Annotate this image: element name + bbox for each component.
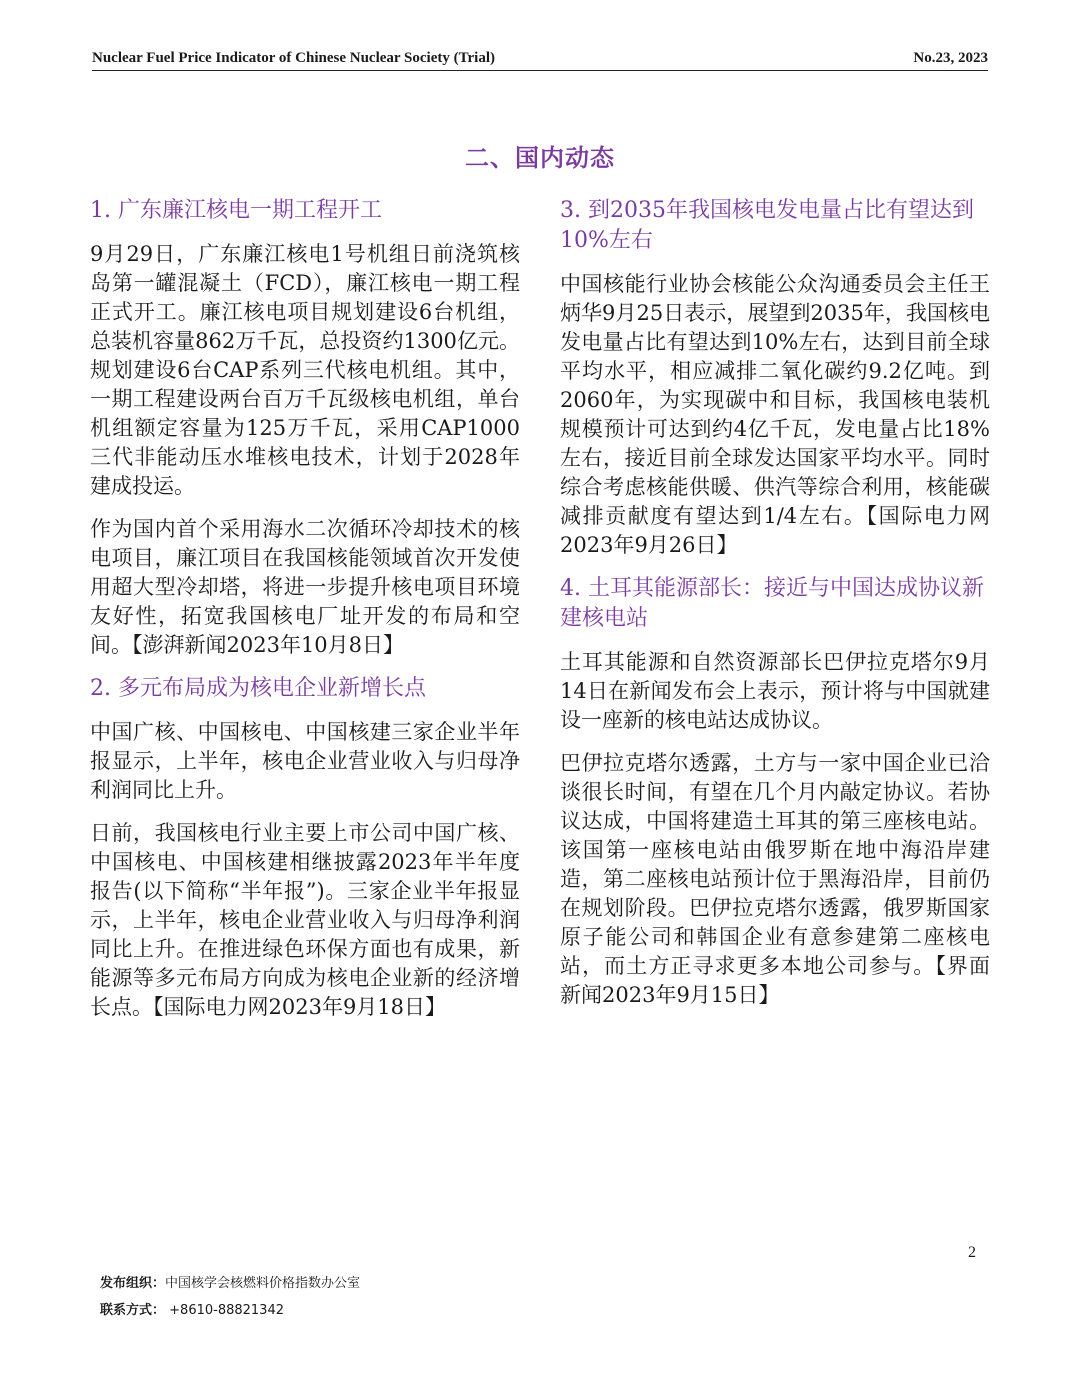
footer-contact: +8610-88821342 xyxy=(169,1303,284,1318)
page-footer xyxy=(100,1270,360,1324)
header-issue: No.23, 2023 xyxy=(913,50,988,66)
article-4-title: 4. 土耳其能源部长：接近与中国达成协议新建核电站 xyxy=(560,576,984,631)
article-1-title: 1. 广东廉江核电一期工程开工 xyxy=(90,198,382,223)
section-title: 二、国内动态 xyxy=(465,143,615,172)
article-1-paragraph-1: 9月29日，广东廉江核电1号机组日前浇筑核岛第一罐混凝土（FCD），廉江核电一期工程正式开工。廉江核电项目规划建设6台机组，总装机容量862万千瓦，总投资约1300亿元。规划建设6台CAP系列三代核电机组。其中，一期工程建设两台百万千瓦级核电机组，单台机组额定容量为125万千瓦，采用CAP1000三代非能动压水堆核电技术，计划于2028年建成投运。 xyxy=(90,242,520,498)
article-2-paragraph-2: 日前，我国核电行业主要上市公司中国广核、中国核电、中国核建相继披露2023年半年度报告(以下简称“半年报”)。三家企业半年报显示，上半年，核电企业营业收入与归母净利润同比上升。在推进绿色环保方面也有成果，新能源等多元布局方向成为核电企业新的经济增长点。【国际电力网2023年9月18日】 xyxy=(90,821,520,1019)
header-title: Nuclear Fuel Price Indicator of Chinese Nuclear Society (Trial) xyxy=(92,50,495,66)
footer-contact-line xyxy=(100,1297,360,1324)
right-column xyxy=(560,196,990,1024)
page-number: 2 xyxy=(968,1244,976,1261)
left-column xyxy=(90,196,520,1036)
article-1-paragraph-2: 作为国内首个采用海水二次循环冷却技术的核电项目，廉江项目在我国核能领域首次开发使用超大型冷却塔，将进一步提升核电项目环境友好性，拓宽我国核电厂址开发的布局和空间。【澎湃新闻2023年10月8日】 xyxy=(90,517,520,657)
footer-publisher-label: 发布组织： xyxy=(100,1276,166,1291)
article-4-paragraph-2: 巴伊拉克塔尔透露，土方与一家中国企业已洽谈很长时间，有望在几个月内敲定协议。若协议达成，中国将建造土耳其的第三座核电站。该国第一座核电站由俄罗斯在地中海沿岸建造，第二座核电站预计位于黑海沿岸，目前仍在规划阶段。巴伊拉克塔尔透露，俄罗斯国家原子能公司和韩国企业有意参建第二座核电站，而土方正寻求更多本地公司参与。【界面新闻2023年9月15日】 xyxy=(560,751,990,1007)
article-4-paragraph-1: 土耳其能源和自然资源部长巴伊拉克塔尔9月14日在新闻发布会上表示，预计将与中国就建设一座新的核电站达成协议。 xyxy=(560,650,990,732)
footer-publisher: 中国核学会核燃料价格指数办公室 xyxy=(165,1276,361,1291)
footer-contact-label: 联系方式： xyxy=(100,1303,166,1318)
page-header xyxy=(92,48,988,71)
article-2-title: 2. 多元布局成为核电企业新增长点 xyxy=(90,676,426,701)
article-3-paragraph-1: 中国核能行业协会核能公众沟通委员会主任王炳华9月25日表示，展望到2035年，我国核电发电量占比有望达到10%左右，达到目前全球平均水平，相应减排二氧化碳约9.2亿吨。到2060年，为实现碳中和目标，我国核电装机规模预计可达到约4亿千瓦，发电量占比18%左右，接近目前全球发达国家平均水平。同时综合考虑核能供暖、供汽等综合利用，核能碳减排贡献度有望达到1/4左右。【国际电力网2023年9月26日】 xyxy=(560,272,990,557)
footer-publisher-line xyxy=(100,1270,360,1297)
article-3-title: 3. 到2035年我国核电发电量占比有望达到10%左右 xyxy=(560,198,974,253)
article-2-paragraph-1: 中国广核、中国核电、中国核建三家企业半年报显示，上半年，核电企业营业收入与归母净利润同比上升。 xyxy=(90,720,520,802)
